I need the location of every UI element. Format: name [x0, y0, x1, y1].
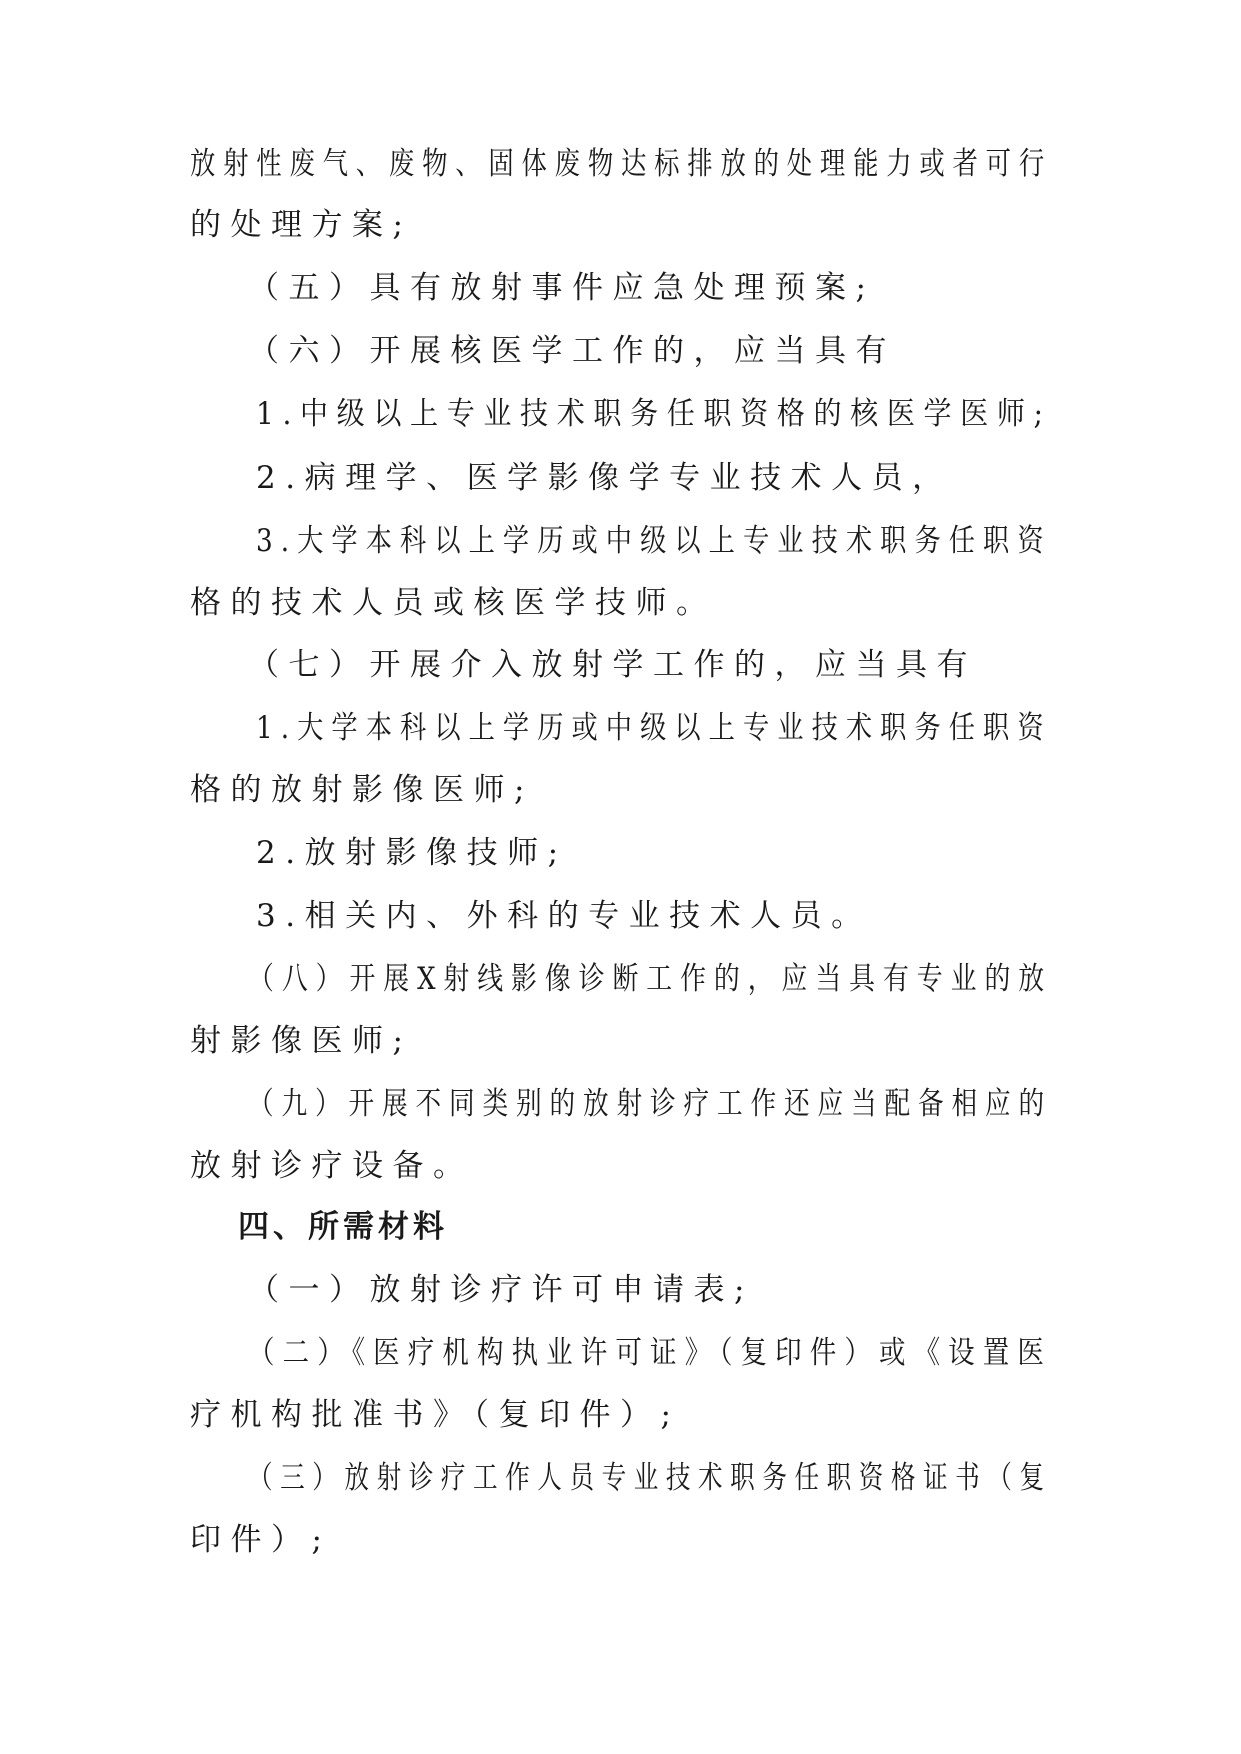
- body-line: （九）开展不同类别的放射诊疗工作还应当配备相应的: [248, 1086, 1053, 1122]
- body-line: 印件）;: [190, 1522, 332, 1558]
- body-line: 放射诊疗设备。: [190, 1148, 474, 1184]
- body-line: （三）放射诊疗工作人员专业技术职务任职资格证书（复: [248, 1460, 1052, 1496]
- body-line: 放射性废气、废物、固体废物达标排放的处理能力或者可行: [190, 146, 1052, 182]
- body-line: 3.大学本科以上学历或中级以上专业技术职务任职资: [256, 523, 1052, 559]
- body-line: （一）放射诊疗许可申请表;: [248, 1272, 754, 1308]
- body-line: 格的技术人员或核医学技师。: [190, 585, 717, 621]
- body-line: 射影像医师;: [190, 1023, 413, 1059]
- section-heading: 四、所需材料: [238, 1209, 448, 1245]
- body-line: （五）具有放射事件应急处理预案;: [248, 270, 876, 306]
- body-line: 2.放射影像技师;: [256, 835, 568, 871]
- body-line: 3.相关内、外科的专业技术人员。: [256, 898, 872, 934]
- body-line: 2.病理学、医学影像学专业技术人员，: [256, 460, 953, 496]
- body-line: （六）开展核医学工作的，应当具有: [248, 333, 896, 369]
- body-line: 疗机构批准书》（复印件）;: [190, 1397, 681, 1433]
- body-line: 1.大学本科以上学历或中级以上专业技术职务任职资: [256, 710, 1052, 746]
- body-line: 格的放射影像医师;: [190, 772, 534, 808]
- body-line: 1.中级以上专业技术职务任职资格的核医学医师;: [256, 396, 1052, 432]
- body-line: （七）开展介入放射学工作的，应当具有: [248, 647, 977, 683]
- body-line: （二）《医疗机构执业许可证》（复印件）或《设置医: [248, 1335, 1052, 1371]
- body-line: 的处理方案;: [190, 207, 413, 243]
- body-line: （八）开展X射线影像诊断工作的，应当具有专业的放: [248, 961, 1053, 997]
